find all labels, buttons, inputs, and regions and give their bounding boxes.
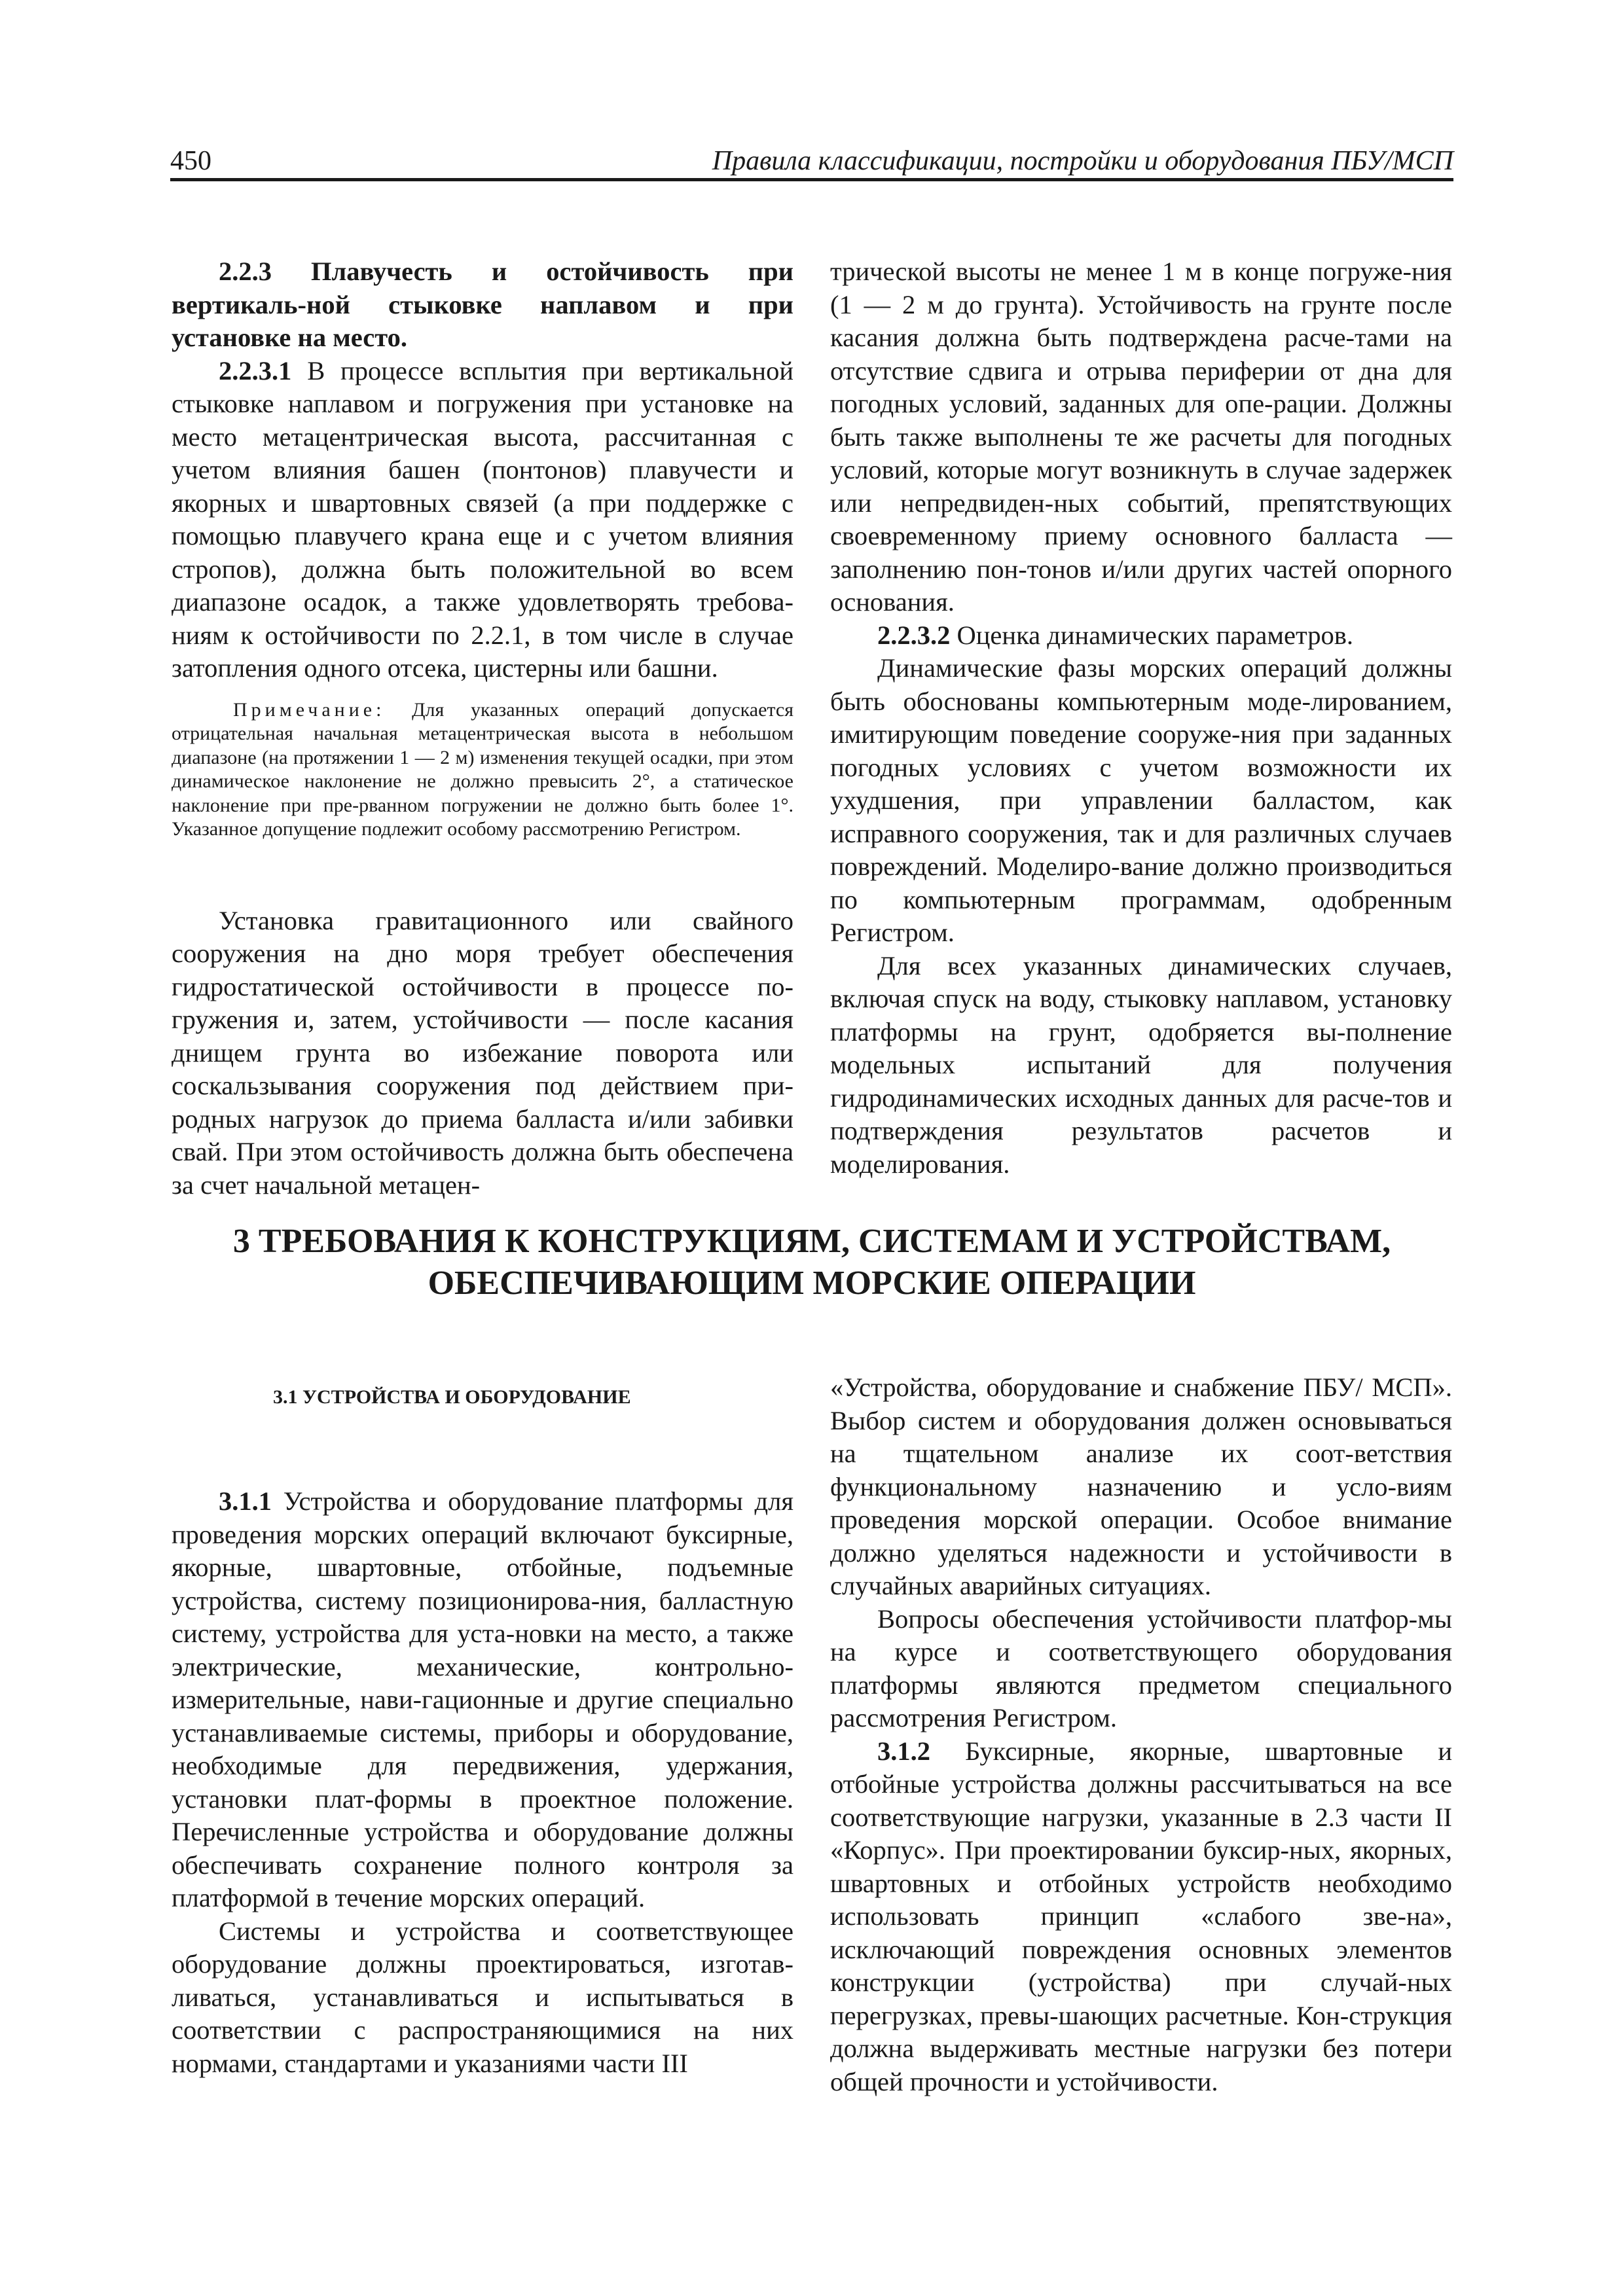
- paragraph-text: Буксирные, якорные, швартовные и отбойные устройства должны рассчитываться на все соответствующие нагрузки, указанные в 2.3 части II «Корпус». При проектировании буксир-ных, якорных, швартовных и отбойных устройств необходимо использовать принцип «слабого зве-на», исключающий повреждения основных элементов конструкции (устройства) при случай-ных перегрузках, превы-шающих расчетные. Кон-струкция должна выдерживать местные нагрузки без потери общей прочности и устойчивости.: [830, 1736, 1452, 2096]
- left-column-bottom: [172, 1371, 793, 2080]
- note-text: Для указанных операций допускается отрицательная начальная метацентрическая высота в небольшом диапазоне (на протяжении 1 — 2 м) изменения текущей осадки, при этом динамическое наклонение не должно превысить 2°, а статическое наклонение при пре-рванном погружении не должно быть более 1°. Указанное допущение подлежит особому рассмотрению Регистром.: [172, 698, 793, 840]
- paragraph-text: Устройства и оборудование платформы для проведения морских операций включают буксирные, якорные, швартовные, отбойные, подъемные устройства, систему позиционирова-ния, балластную систему, устройства для уста-новки на место, а также электрические, механические, контрольно-измерительные, нави-гационные и другие специально устанавливаемые системы, приборы и оборудование, необходимые для передвижения, удержания, установки плат-формы в проектное положение. Перечисленные устройства и оборудование должны обеспечивать сохранение полного контроля за платформой в течение морских операций.: [172, 1486, 793, 1912]
- subsection-title-3-1: 3.1 УСТРОЙСТВА И ОБОРУДОВАНИЕ: [273, 1386, 631, 1408]
- page-header: [170, 143, 1453, 182]
- left-column-top: [172, 255, 793, 1202]
- clause-number: 3.1.1: [219, 1486, 272, 1516]
- paragraph-text: В процессе всплытия при вертикальной стыковке наплавом и погружения при установке на место метацентрическая высота, рассчитанная с учетом влияния башен (понтонов) плавучести и якорных и швартовных связей (а при поддержке с помощью плавучего крана еще и с учетом влияния стропов), должна быть положительной во всем диапазоне осадок, а также удовлетворять требова-ниям к остойчивости по 2.2.1, в том числе в случае затопления одного отсека, цистерны или башни.: [172, 355, 793, 683]
- right-column-bottom: [830, 1371, 1452, 2098]
- paragraph: Системы и устройства и соответствующее оборудование должны проектироваться, изготав-ливаться, устанавливаться и испытываться в соответствии с распространяющимися на них нормами, стандартами и указаниями части III: [172, 1916, 793, 2078]
- note: [172, 698, 793, 842]
- paragraph: Вопросы обеспечения устойчивости платфор-мы на курсе и соответствующего оборудования платформы являются предметом специального рассмотрения Регистром.: [830, 1604, 1452, 1732]
- spacer: [172, 842, 793, 905]
- right-column-top: [830, 255, 1452, 1181]
- page-number: 450: [170, 146, 211, 176]
- paragraph-continued: «Устройства, оборудование и снабжение ПБУ/ МСП». Выбор систем и оборудования должен основываться на тщательном анализе их соот-ветствия функциональному назначению и усло-виям проведения морской операции. Особое внимание должно уделяться надежности и устойчивости в случайных аварийных ситуациях.: [830, 1372, 1452, 1600]
- paragraph-text: Оценка динамических параметров.: [950, 620, 1353, 650]
- clause-number: 2.2.3.1: [219, 355, 292, 386]
- clause-number: 3.1.2: [877, 1736, 930, 1766]
- paragraph-continued: трической высоты не менее 1 м в конце погруже-ния (1 — 2 м до грунта). Устойчивость на грунте после касания должна быть подтверждена расче-тами на отсутствие сдвига и отрыва периферии от дна для погодных условий, заданных для опе-рации. Должны быть также выполнены те же расчеты для погодных условий, которые могут возникнуть в случае задержек или непредвиден-ных событий, препятствующих своевременному приему основного балласта — заполнению пон-тонов и/или других частей опорного основания.: [830, 257, 1452, 617]
- paragraph-2-2-3-1: [172, 355, 793, 685]
- paragraph: Динамические фазы морских операций должны быть обоснованы компьютерным моде-лированием, имитирующим поведение сооруже-ния при заданных погодных условиях с учетом возможности их ухудшения, при управлении балластом, как исправного сооружения, так и для различных случаев повреждений. Моделиро-вание должно производиться по компьютерным программам, одобренным Регистром.: [830, 653, 1452, 947]
- subsection-heading-2-2-3: 2.2.3 Плавучесть и остойчивость при вертикаль-ной стыковке наплавом и при установке на место.: [172, 257, 793, 352]
- running-title: Правила классификации, постройки и оборудования ПБУ/МСП: [712, 146, 1453, 176]
- clause-number: 2.2.3.2: [877, 620, 951, 650]
- section-title: [172, 1221, 1452, 1304]
- paragraph: Установка гравитационного или свайного сооружения на дно моря требует обеспечения гидростатической остойчивости в процессе по-гружения и, затем, устойчивости — после касания днищем грунта во избежание поворота или соскальзывания сооружения под действием при-родных нагрузок до приема балласта и/или забивки свай. При этом остойчивость должна быть обеспечена за счет начальной метацен-: [172, 905, 793, 1200]
- header-rule: [170, 178, 1453, 181]
- paragraph-3-1-1: [172, 1485, 793, 1915]
- note-label: Примечание:: [233, 698, 386, 721]
- paragraph-2-2-3-2: [830, 619, 1452, 653]
- section-title-line-1: 3 ТРЕБОВАНИЯ К КОНСТРУКЦИЯМ, СИСТЕМАМ И УСТРОЙСТВАМ,: [232, 1223, 1391, 1260]
- spacer: [172, 1410, 793, 1485]
- section-title-line-2: ОБЕСПЕЧИВАЮЩИМ МОРСКИЕ ОПЕРАЦИИ: [428, 1265, 1196, 1302]
- paragraph-3-1-2: [830, 1735, 1452, 2099]
- paragraph: Для всех указанных динамических случаев, включая спуск на воду, стыковку наплавом, установку платформы на грунт, одобряется вы-полнение модельных испытаний для получения гидродинамических исходных данных для расче-тов и подтверждения результатов расчетов и моделирования.: [830, 950, 1452, 1179]
